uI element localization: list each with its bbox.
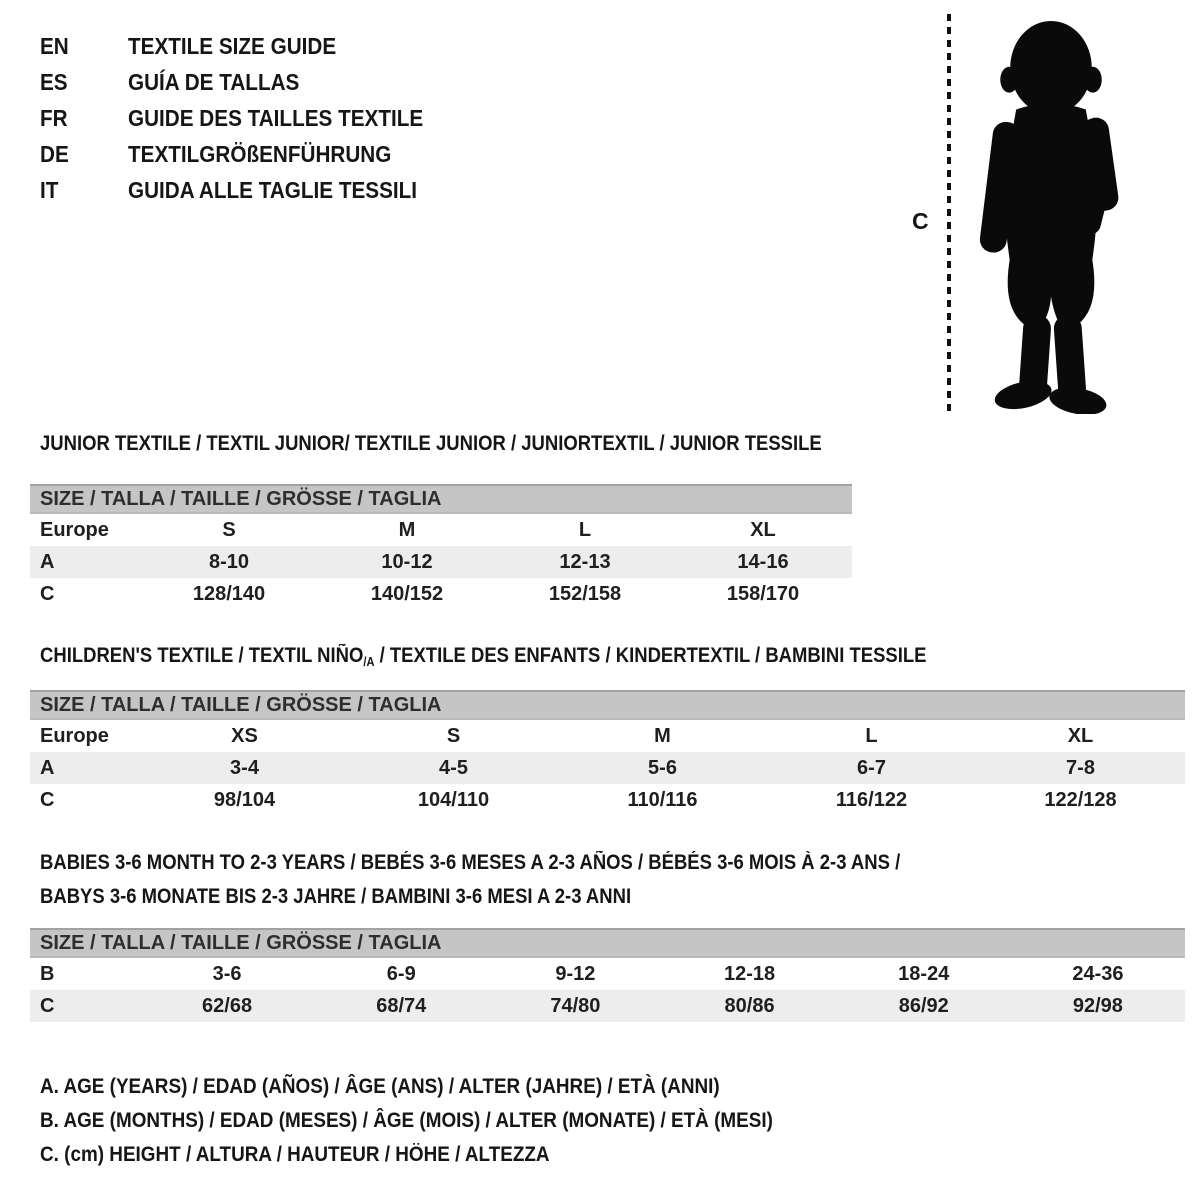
height-measure-dashed-line <box>947 14 951 416</box>
language-row-es <box>40 64 456 100</box>
row-label: C <box>40 788 55 811</box>
footnote-age-years: A. AGE (YEARS) / EDAD (AÑOS) / ÂGE (ANS) / ALTER (JAHRE) / ETÀ (ANNI) <box>40 1075 720 1098</box>
table-row-height <box>30 784 1185 816</box>
size-cell: XL <box>750 518 776 541</box>
row-label: A <box>40 756 55 779</box>
junior-size-table <box>30 484 852 610</box>
language-row-de <box>40 136 456 172</box>
guide-title-fr: GUIDE DES TAILLES TEXTILE <box>128 104 424 131</box>
language-code: IT <box>40 176 59 203</box>
row-label: C <box>40 994 55 1017</box>
age-cell: 3-4 <box>230 756 259 779</box>
row-label: C <box>40 582 55 605</box>
language-title-list <box>40 28 456 208</box>
size-cell: L <box>865 724 878 747</box>
language-row-en <box>40 28 456 64</box>
table-row-age <box>30 546 852 578</box>
size-cell: XL <box>1067 724 1094 747</box>
guide-title-it: GUIDA ALLE TAGLIE TESSILI <box>128 176 418 203</box>
size-cell: S <box>222 518 236 541</box>
row-label: Europe <box>40 724 109 747</box>
age-cell: 12-18 <box>724 962 776 985</box>
language-code: ES <box>40 68 68 95</box>
row-label: Europe <box>40 518 109 541</box>
guide-title-es: GUÍA DE TALLAS <box>128 68 300 95</box>
age-cell: 6-7 <box>857 756 886 779</box>
children-section-title <box>40 644 927 669</box>
language-code: FR <box>40 104 68 131</box>
babies-size-table <box>30 928 1185 1022</box>
language-row-fr <box>40 100 456 136</box>
language-code: EN <box>40 32 69 59</box>
height-cell: 74/80 <box>550 994 601 1017</box>
height-cell: 92/98 <box>1072 994 1123 1017</box>
age-cell: 3-6 <box>212 962 242 985</box>
baby-silhouette-icon <box>964 16 1138 414</box>
age-cell: 12-13 <box>559 550 611 573</box>
babies-title-line2: BABYS 3-6 MONATE BIS 2-3 JAHRE / BAMBINI 3-6 MESI A 2-3 ANNI <box>40 885 632 908</box>
footnote-age-months: B. AGE (MONTHS) / EDAD (MESES) / ÂGE (MOIS) / ALTER (MONATE) / ETÀ (MESI) <box>40 1109 773 1132</box>
size-cell: M <box>398 518 416 541</box>
height-cell: 98/104 <box>213 788 276 811</box>
table-row-height <box>30 578 852 610</box>
height-cell: 80/86 <box>724 994 775 1017</box>
footnote-height-cm: C. (cm) HEIGHT / ALTURA / HAUTEUR / HÖHE / ALTEZZA <box>40 1143 550 1166</box>
row-label: B <box>40 962 55 985</box>
children-title-post: / TEXTILE DES ENFANTS / KINDERTEXTIL / BAMBINI TESSILE <box>374 644 927 667</box>
size-cell: XS <box>231 724 258 747</box>
height-cell: 122/128 <box>1044 788 1117 811</box>
height-cell: 116/122 <box>835 788 908 811</box>
height-cell: 110/116 <box>627 788 698 811</box>
age-cell: 7-8 <box>1066 756 1095 779</box>
children-size-header: SIZE / TALLA / TAILLE / GRÖSSE / TAGLIA <box>30 690 1185 720</box>
height-cell: 158/170 <box>726 582 800 605</box>
age-cell: 4-5 <box>439 756 468 779</box>
table-row-height <box>30 990 1185 1022</box>
row-label: A <box>40 550 55 573</box>
height-cell: 128/140 <box>192 582 266 605</box>
language-code: DE <box>40 140 69 167</box>
height-cell: 140/152 <box>370 582 444 605</box>
table-row-europe <box>30 720 1185 752</box>
age-cell: 14-16 <box>737 550 789 573</box>
guide-title-de: TEXTILGRÖßENFÜHRUNG <box>128 140 392 167</box>
children-size-table <box>30 690 1185 816</box>
height-cell: 86/92 <box>898 994 949 1017</box>
table-row-age-months <box>30 958 1185 990</box>
size-cell: M <box>654 724 671 747</box>
height-measure-label: C <box>912 208 929 234</box>
age-cell: 6-9 <box>386 962 416 985</box>
size-cell: S <box>446 724 461 747</box>
height-cell: 62/68 <box>202 994 253 1017</box>
age-cell: 24-36 <box>1072 962 1124 985</box>
guide-title-en: TEXTILE SIZE GUIDE <box>128 32 337 59</box>
babies-size-header: SIZE / TALLA / TAILLE / GRÖSSE / TAGLIA <box>30 928 1185 958</box>
age-cell: 10-12 <box>381 550 433 573</box>
size-cell: L <box>578 518 592 541</box>
age-cell: 8-10 <box>208 550 250 573</box>
language-row-it <box>40 172 456 208</box>
children-title-subscript: /A <box>363 654 375 669</box>
age-cell: 18-24 <box>898 962 950 985</box>
children-title-pre: CHILDREN'S TEXTILE / TEXTIL NIÑO <box>40 644 364 667</box>
age-cell: 5-6 <box>648 756 677 779</box>
junior-size-header: SIZE / TALLA / TAILLE / GRÖSSE / TAGLIA <box>30 484 852 514</box>
age-cell: 9-12 <box>555 962 596 985</box>
table-row-europe <box>30 514 852 546</box>
table-row-age <box>30 752 1185 784</box>
height-cell: 68/74 <box>376 994 427 1017</box>
legend-footnotes <box>40 1070 854 1172</box>
height-cell: 152/158 <box>548 582 622 605</box>
babies-title-line1: BABIES 3-6 MONTH TO 2-3 YEARS / BEBÉS 3-6 MESES A 2-3 AÑOS / BÉBÉS 3-6 MOIS À 2-3 ANS / <box>40 851 901 874</box>
babies-section-title <box>40 846 900 914</box>
junior-section-title: JUNIOR TEXTILE / TEXTIL JUNIOR/ TEXTILE JUNIOR / JUNIORTEXTIL / JUNIOR TESSILE <box>40 432 822 455</box>
height-cell: 104/110 <box>417 788 490 811</box>
